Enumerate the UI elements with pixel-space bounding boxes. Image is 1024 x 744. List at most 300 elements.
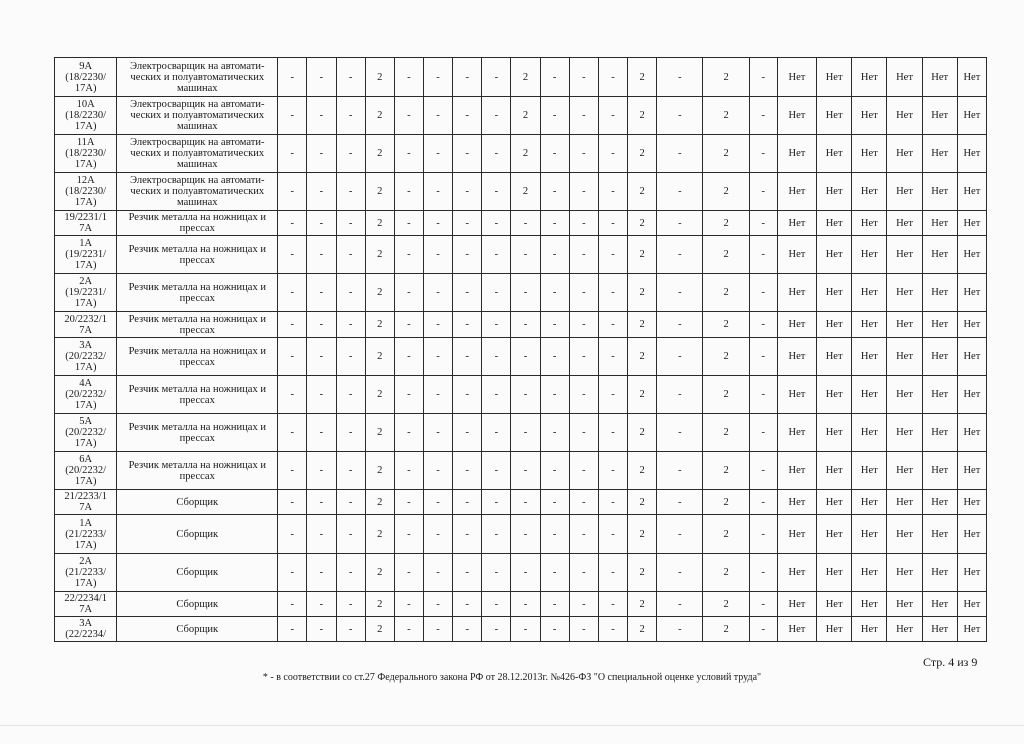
workplace-code: 1А (19/2231/ 17А) (55, 236, 117, 274)
class-cell: 2 (703, 617, 749, 642)
guarantee-cell: Нет (922, 173, 957, 211)
class-cell: - (394, 338, 423, 376)
class-cell: - (453, 592, 482, 617)
class-cell: - (598, 58, 627, 97)
guarantee-cell: Нет (922, 312, 957, 338)
guarantee-cell: Нет (922, 592, 957, 617)
class-cell: 2 (365, 58, 394, 97)
class-cell: - (423, 135, 452, 173)
class-cell: - (482, 135, 511, 173)
class-cell: 2 (703, 312, 749, 338)
guarantee-cell: Нет (922, 97, 957, 135)
table-row (55, 490, 987, 515)
class-cell: - (453, 617, 482, 642)
class-cell: - (336, 554, 365, 592)
class-cell: - (453, 414, 482, 452)
class-cell: - (423, 211, 452, 236)
class-cell: 2 (703, 338, 749, 376)
guarantee-cell: Нет (957, 452, 986, 490)
class-cell: - (336, 452, 365, 490)
class-cell: - (749, 490, 777, 515)
class-cell: - (278, 338, 307, 376)
class-cell: 2 (628, 414, 657, 452)
class-cell: 2 (628, 490, 657, 515)
table-row (55, 312, 987, 338)
class-cell: 2 (628, 211, 657, 236)
table-row (55, 452, 987, 490)
class-cell: - (569, 58, 598, 97)
profession-name: Резчик металла на ножницах и прессах (117, 414, 278, 452)
guarantee-cell: Нет (887, 236, 922, 274)
class-cell: 2 (511, 58, 540, 97)
class-cell: - (453, 58, 482, 97)
class-cell: - (394, 452, 423, 490)
guarantee-cell: Нет (887, 414, 922, 452)
guarantee-cell: Нет (887, 97, 922, 135)
class-cell: - (569, 236, 598, 274)
table-row (55, 617, 987, 642)
guarantee-cell: Нет (817, 135, 852, 173)
class-cell: - (307, 58, 336, 97)
class-cell: - (598, 617, 627, 642)
class-cell: - (453, 236, 482, 274)
class-cell: - (453, 490, 482, 515)
class-cell: - (482, 312, 511, 338)
class-cell: - (657, 274, 703, 312)
class-cell: - (307, 414, 336, 452)
class-cell: - (598, 515, 627, 554)
guarantee-cell: Нет (957, 554, 986, 592)
class-cell: - (598, 376, 627, 414)
class-cell: 2 (628, 515, 657, 554)
class-cell: - (540, 97, 569, 135)
class-cell: - (336, 592, 365, 617)
class-cell: 2 (703, 97, 749, 135)
class-cell: - (307, 515, 336, 554)
class-cell: - (307, 617, 336, 642)
guarantee-cell: Нет (777, 376, 816, 414)
workplace-code: 5А (20/2232/ 17А) (55, 414, 117, 452)
class-cell: - (749, 173, 777, 211)
guarantee-cell: Нет (852, 97, 887, 135)
guarantee-cell: Нет (887, 312, 922, 338)
class-cell: - (569, 414, 598, 452)
class-cell: - (598, 452, 627, 490)
guarantee-cell: Нет (817, 97, 852, 135)
class-cell: - (423, 97, 452, 135)
class-cell: - (453, 274, 482, 312)
page-edge-line (0, 725, 1024, 726)
profession-name: Сборщик (117, 490, 278, 515)
class-cell: 2 (628, 274, 657, 312)
guarantee-cell: Нет (777, 338, 816, 376)
class-cell: - (657, 312, 703, 338)
class-cell: - (307, 274, 336, 312)
profession-name: Резчик металла на ножницах и прессах (117, 274, 278, 312)
class-cell: - (278, 515, 307, 554)
class-cell: - (336, 338, 365, 376)
class-cell: - (657, 452, 703, 490)
class-cell: - (394, 592, 423, 617)
guarantee-cell: Нет (922, 490, 957, 515)
class-cell: - (569, 211, 598, 236)
class-cell: - (540, 211, 569, 236)
class-cell: 2 (703, 376, 749, 414)
table-row (55, 135, 987, 173)
class-cell: - (307, 211, 336, 236)
class-cell: - (569, 97, 598, 135)
class-cell: - (749, 211, 777, 236)
class-cell: - (511, 376, 540, 414)
guarantee-cell: Нет (852, 554, 887, 592)
guarantee-cell: Нет (957, 617, 986, 642)
class-cell: - (278, 592, 307, 617)
class-cell: 2 (628, 173, 657, 211)
class-cell: - (278, 376, 307, 414)
class-cell: - (749, 554, 777, 592)
class-cell: - (749, 135, 777, 173)
class-cell: - (423, 338, 452, 376)
class-cell: - (453, 312, 482, 338)
class-cell: - (336, 97, 365, 135)
class-cell: - (336, 376, 365, 414)
class-cell: 2 (628, 236, 657, 274)
workplace-code: 20/2232/1 7А (55, 312, 117, 338)
footnote: * - в соответствии со ст.27 Федерального закона РФ от 28.12.2013г. №426-ФЗ "О специальной оценке условий труда" (262, 672, 762, 683)
class-cell: - (598, 414, 627, 452)
profession-name: Резчик металла на ножницах и прессах (117, 211, 278, 236)
class-cell: 2 (628, 376, 657, 414)
workplace-code: 2А (21/2233/ 17А) (55, 554, 117, 592)
class-cell: 2 (365, 554, 394, 592)
guarantee-cell: Нет (817, 554, 852, 592)
profession-name: Электросварщик на автомати- ческих и полуавтоматических машинах (117, 135, 278, 173)
guarantee-cell: Нет (777, 515, 816, 554)
class-cell: - (657, 236, 703, 274)
class-cell: - (482, 617, 511, 642)
workplace-code: 1А (21/2233/ 17А) (55, 515, 117, 554)
class-cell: - (307, 554, 336, 592)
class-cell: - (278, 554, 307, 592)
workplace-code: 4А (20/2232/ 17А) (55, 376, 117, 414)
guarantee-cell: Нет (817, 515, 852, 554)
class-cell: - (423, 376, 452, 414)
guarantee-cell: Нет (852, 338, 887, 376)
guarantee-cell: Нет (922, 338, 957, 376)
class-cell: - (511, 414, 540, 452)
class-cell: 2 (703, 515, 749, 554)
class-cell: - (749, 236, 777, 274)
class-cell: - (423, 58, 452, 97)
class-cell: 2 (703, 490, 749, 515)
profession-name: Резчик металла на ножницах и прессах (117, 236, 278, 274)
class-cell: - (482, 554, 511, 592)
class-cell: - (453, 135, 482, 173)
table-row (55, 414, 987, 452)
guarantee-cell: Нет (777, 414, 816, 452)
class-cell: 2 (365, 338, 394, 376)
guarantee-cell: Нет (817, 592, 852, 617)
class-cell: - (657, 173, 703, 211)
class-cell: - (657, 338, 703, 376)
guarantee-cell: Нет (887, 135, 922, 173)
profession-name: Электросварщик на автомати- ческих и полуавтоматических машинах (117, 173, 278, 211)
class-cell: 2 (703, 592, 749, 617)
class-cell: - (482, 58, 511, 97)
class-cell: - (598, 592, 627, 617)
class-cell: - (394, 515, 423, 554)
guarantee-cell: Нет (817, 173, 852, 211)
class-cell: - (394, 554, 423, 592)
guarantee-cell: Нет (852, 135, 887, 173)
guarantee-cell: Нет (817, 452, 852, 490)
table-row (55, 554, 987, 592)
class-cell: - (453, 338, 482, 376)
class-cell: 2 (365, 592, 394, 617)
class-cell: - (482, 97, 511, 135)
guarantee-cell: Нет (852, 414, 887, 452)
class-cell: - (569, 490, 598, 515)
class-cell: - (540, 274, 569, 312)
profession-name: Резчик металла на ножницах и прессах (117, 452, 278, 490)
class-cell: - (336, 490, 365, 515)
class-cell: - (482, 414, 511, 452)
guarantee-cell: Нет (957, 97, 986, 135)
class-cell: - (749, 452, 777, 490)
guarantee-cell: Нет (922, 515, 957, 554)
class-cell: - (423, 236, 452, 274)
class-cell: - (394, 211, 423, 236)
class-cell: - (657, 490, 703, 515)
class-cell: - (598, 312, 627, 338)
class-cell: 2 (365, 617, 394, 642)
guarantee-cell: Нет (852, 617, 887, 642)
guarantee-cell: Нет (957, 173, 986, 211)
profession-name: Резчик металла на ножницах и прессах (117, 338, 278, 376)
guarantee-cell: Нет (852, 490, 887, 515)
guarantee-cell: Нет (817, 414, 852, 452)
guarantee-cell: Нет (817, 236, 852, 274)
class-cell: - (569, 274, 598, 312)
guarantee-cell: Нет (777, 490, 816, 515)
class-cell: 2 (703, 173, 749, 211)
class-cell: - (540, 58, 569, 97)
class-cell: 2 (365, 414, 394, 452)
guarantee-cell: Нет (852, 312, 887, 338)
guarantee-cell: Нет (777, 274, 816, 312)
class-cell: 2 (703, 58, 749, 97)
guarantee-cell: Нет (887, 554, 922, 592)
class-cell: - (394, 97, 423, 135)
class-cell: 2 (628, 97, 657, 135)
working-conditions-table (54, 57, 987, 642)
class-cell: - (307, 452, 336, 490)
class-cell: - (423, 617, 452, 642)
class-cell: 2 (365, 97, 394, 135)
workplace-code: 22/2234/1 7А (55, 592, 117, 617)
class-cell: - (423, 490, 452, 515)
profession-name: Резчик металла на ножницах и прессах (117, 312, 278, 338)
class-cell: - (482, 211, 511, 236)
class-cell: - (336, 58, 365, 97)
class-cell: - (598, 274, 627, 312)
class-cell: 2 (511, 173, 540, 211)
table-row (55, 376, 987, 414)
class-cell: - (511, 274, 540, 312)
class-cell: - (423, 452, 452, 490)
class-cell: - (482, 338, 511, 376)
class-cell: - (278, 312, 307, 338)
guarantee-cell: Нет (887, 211, 922, 236)
workplace-code: 3А (22/2234/ (55, 617, 117, 642)
class-cell: - (307, 376, 336, 414)
guarantee-cell: Нет (957, 58, 986, 97)
class-cell: - (511, 617, 540, 642)
class-cell: - (511, 211, 540, 236)
workplace-code: 6А (20/2232/ 17А) (55, 452, 117, 490)
class-cell: - (598, 173, 627, 211)
class-cell: - (511, 452, 540, 490)
class-cell: - (569, 554, 598, 592)
class-cell: 2 (628, 452, 657, 490)
class-cell: - (749, 376, 777, 414)
guarantee-cell: Нет (887, 376, 922, 414)
table-row (55, 58, 987, 97)
class-cell: - (394, 58, 423, 97)
class-cell: - (278, 490, 307, 515)
class-cell: 2 (703, 135, 749, 173)
class-cell: - (569, 376, 598, 414)
class-cell: - (749, 338, 777, 376)
class-cell: - (598, 490, 627, 515)
class-cell: - (657, 135, 703, 173)
class-cell: - (482, 173, 511, 211)
table-row (55, 236, 987, 274)
class-cell: - (423, 515, 452, 554)
class-cell: - (598, 554, 627, 592)
guarantee-cell: Нет (922, 135, 957, 173)
class-cell: - (540, 376, 569, 414)
class-cell: - (423, 414, 452, 452)
class-cell: - (307, 236, 336, 274)
class-cell: - (511, 338, 540, 376)
class-cell: - (307, 338, 336, 376)
guarantee-cell: Нет (817, 211, 852, 236)
class-cell: - (540, 554, 569, 592)
class-cell: - (336, 135, 365, 173)
profession-name: Сборщик (117, 592, 278, 617)
class-cell: - (569, 617, 598, 642)
class-cell: - (540, 414, 569, 452)
guarantee-cell: Нет (887, 452, 922, 490)
class-cell: - (278, 414, 307, 452)
class-cell: - (749, 58, 777, 97)
class-cell: - (540, 312, 569, 338)
guarantee-cell: Нет (777, 58, 816, 97)
guarantee-cell: Нет (852, 376, 887, 414)
guarantee-cell: Нет (922, 554, 957, 592)
class-cell: - (482, 592, 511, 617)
class-cell: - (307, 97, 336, 135)
class-cell: - (657, 592, 703, 617)
guarantee-cell: Нет (922, 211, 957, 236)
guarantee-cell: Нет (957, 312, 986, 338)
workplace-code: 12А (18/2230/ 17А) (55, 173, 117, 211)
class-cell: - (336, 312, 365, 338)
class-cell: 2 (703, 274, 749, 312)
class-cell: - (278, 58, 307, 97)
guarantee-cell: Нет (777, 312, 816, 338)
class-cell: - (423, 312, 452, 338)
class-cell: - (278, 452, 307, 490)
guarantee-cell: Нет (817, 490, 852, 515)
guarantee-cell: Нет (852, 592, 887, 617)
class-cell: - (307, 173, 336, 211)
guarantee-cell: Нет (922, 236, 957, 274)
class-cell: - (423, 592, 452, 617)
guarantee-cell: Нет (922, 376, 957, 414)
guarantee-cell: Нет (852, 515, 887, 554)
class-cell: - (453, 173, 482, 211)
class-cell: - (569, 338, 598, 376)
class-cell: - (394, 617, 423, 642)
class-cell: - (540, 452, 569, 490)
class-cell: - (453, 554, 482, 592)
class-cell: - (394, 376, 423, 414)
class-cell: - (657, 376, 703, 414)
class-cell: - (598, 97, 627, 135)
class-cell: 2 (628, 135, 657, 173)
class-cell: - (394, 135, 423, 173)
class-cell: - (336, 414, 365, 452)
class-cell: 2 (365, 211, 394, 236)
class-cell: - (336, 617, 365, 642)
class-cell: 2 (365, 312, 394, 338)
class-cell: - (278, 135, 307, 173)
guarantee-cell: Нет (922, 617, 957, 642)
class-cell: - (657, 97, 703, 135)
guarantee-cell: Нет (852, 452, 887, 490)
guarantee-cell: Нет (887, 58, 922, 97)
class-cell: 2 (511, 97, 540, 135)
class-cell: - (540, 236, 569, 274)
class-cell: - (540, 592, 569, 617)
class-cell: 2 (628, 617, 657, 642)
class-cell: - (657, 58, 703, 97)
class-cell: - (598, 338, 627, 376)
class-cell: - (278, 211, 307, 236)
class-cell: - (657, 515, 703, 554)
class-cell: - (307, 312, 336, 338)
class-cell: 2 (628, 58, 657, 97)
class-cell: - (482, 376, 511, 414)
class-cell: - (336, 211, 365, 236)
class-cell: - (482, 490, 511, 515)
class-cell: - (307, 592, 336, 617)
class-cell: - (540, 617, 569, 642)
class-cell: - (336, 236, 365, 274)
guarantee-cell: Нет (817, 274, 852, 312)
class-cell: - (540, 490, 569, 515)
class-cell: 2 (365, 173, 394, 211)
class-cell: - (511, 490, 540, 515)
table-row (55, 173, 987, 211)
class-cell: - (278, 274, 307, 312)
table-row (55, 338, 987, 376)
class-cell: 2 (365, 274, 394, 312)
guarantee-cell: Нет (777, 236, 816, 274)
class-cell: 2 (703, 236, 749, 274)
